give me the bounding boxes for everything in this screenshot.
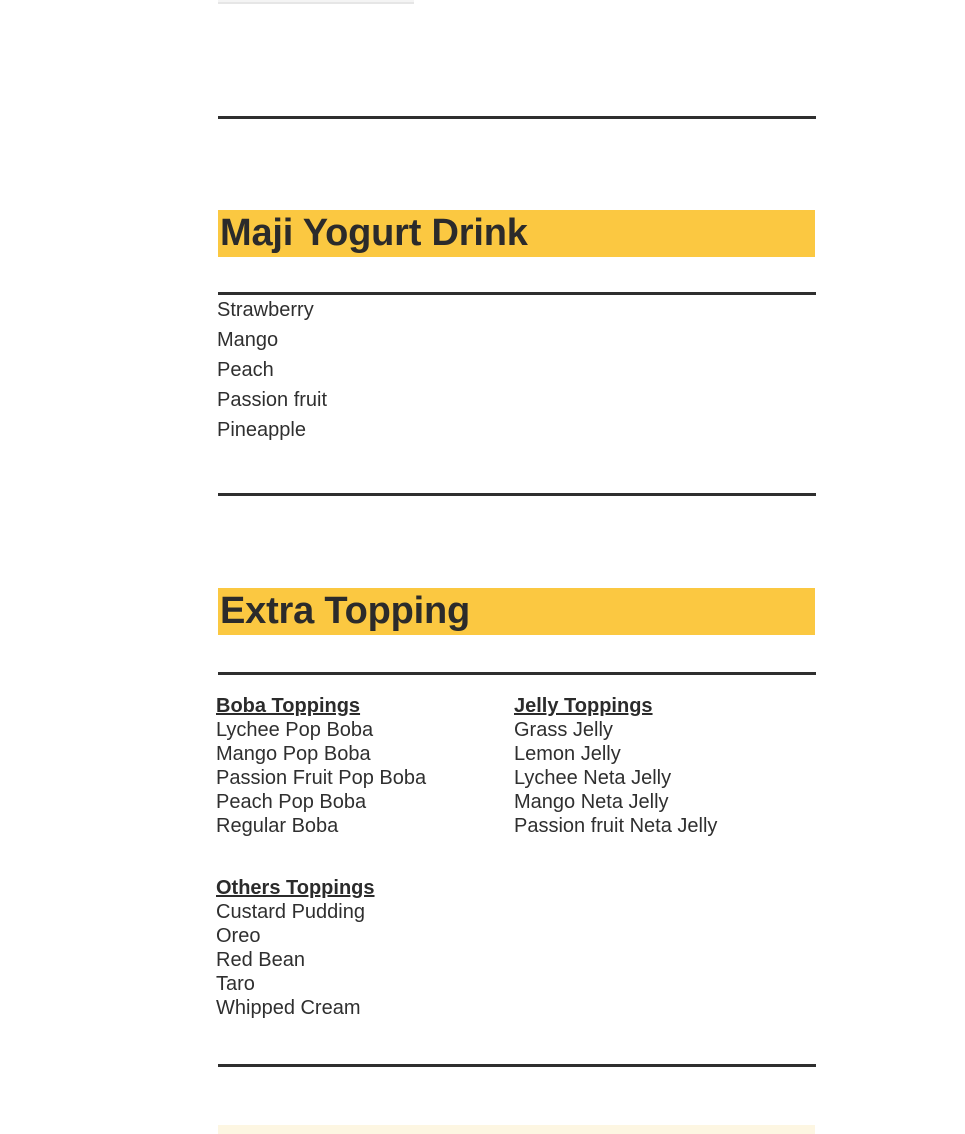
list-item: Mango Neta Jelly (514, 791, 669, 813)
list-item: Taro (216, 973, 255, 995)
section-divider-middle (218, 493, 816, 496)
boba-toppings-group (216, 694, 426, 838)
list-item: Lychee Pop Boba (216, 719, 374, 741)
jelly-toppings-group (514, 694, 717, 838)
section-divider-top (218, 116, 816, 119)
list-item: Peach Pop Boba (216, 791, 367, 813)
list-item: Red Bean (216, 949, 305, 971)
next-section-remnant (218, 1125, 815, 1134)
list-item: Whipped Cream (216, 997, 361, 1019)
boba-toppings-list (216, 718, 426, 838)
list-item: Oreo (216, 925, 261, 947)
list-item: Passion fruit Neta Jelly (514, 815, 718, 837)
jelly-toppings-heading: Jelly Toppings (514, 695, 653, 717)
topping-title-rule (218, 672, 816, 675)
list-item: Strawberry (217, 299, 314, 321)
list-item: Passion Fruit Pop Boba (216, 767, 427, 789)
extra-topping-title: Extra Topping (220, 590, 471, 632)
list-item: Lemon Jelly (514, 743, 621, 765)
previous-section-remnant (218, 0, 414, 4)
list-item: Mango (217, 329, 279, 351)
others-toppings-heading: Others Toppings (216, 877, 375, 899)
list-item: Grass Jelly (514, 719, 613, 741)
list-item: Peach (217, 359, 274, 381)
list-item: Regular Boba (216, 815, 339, 837)
boba-toppings-heading: Boba Toppings (216, 695, 361, 717)
list-item: Mango Pop Boba (216, 743, 371, 765)
list-item: Pineapple (217, 419, 306, 441)
yogurt-drink-title: Maji Yogurt Drink (220, 212, 528, 254)
yogurt-drink-banner (218, 210, 815, 257)
list-item: Lychee Neta Jelly (514, 767, 672, 789)
extra-topping-banner (218, 588, 815, 635)
yogurt-flavor-list (217, 295, 327, 445)
jelly-toppings-list (514, 718, 717, 838)
list-item: Passion fruit (217, 389, 328, 411)
section-divider-bottom (218, 1064, 816, 1067)
others-toppings-list (216, 900, 375, 1020)
list-item: Custard Pudding (216, 901, 365, 923)
others-toppings-group (216, 876, 375, 1020)
